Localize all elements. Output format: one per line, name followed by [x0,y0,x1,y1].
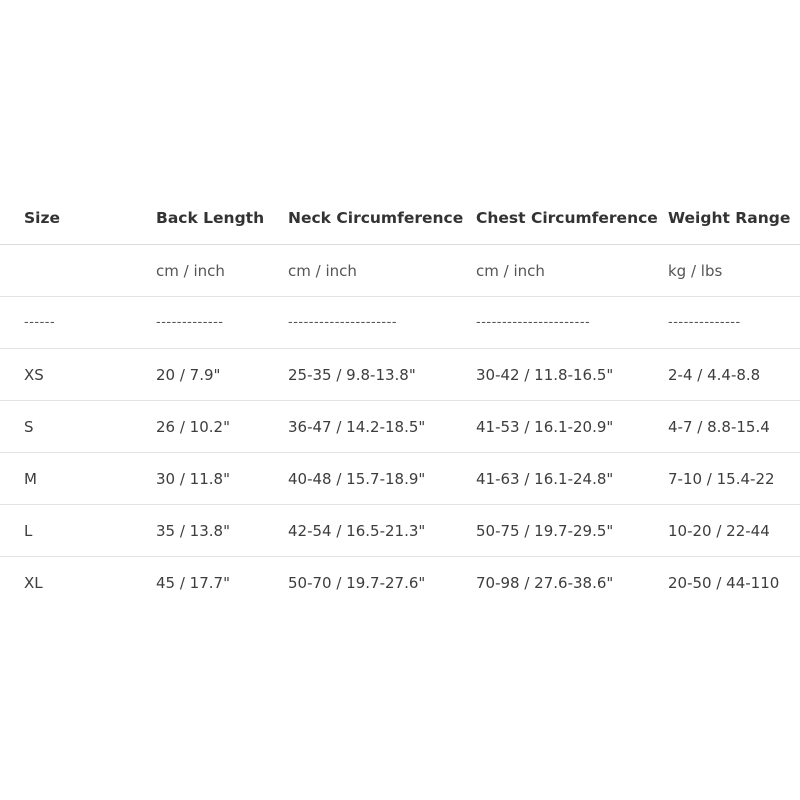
separator-weight-range: -------------- [668,315,741,330]
cell-size: M [24,469,37,488]
cell-chest-circumference: 70-98 / 27.6-38.6" [476,573,614,592]
cell-back-length: 45 / 17.7" [156,573,230,592]
cell-weight-range: 20-50 / 44-110 [668,573,780,592]
cell-size: XS [24,365,44,384]
separator-back-length: ------------- [156,315,224,330]
cell-chest-circumference: 30-42 / 11.8-16.5" [476,365,614,384]
units-chest-circumference: cm / inch [476,261,545,280]
cell-neck-circumference: 42-54 / 16.5-21.3" [288,521,426,540]
header-neck-circumference: Neck Circumference [288,209,464,227]
cell-neck-circumference: 50-70 / 19.7-27.6" [288,573,426,592]
cell-neck-circumference: 40-48 / 15.7-18.9" [288,469,426,488]
separator-chest-circumference: ---------------------- [476,315,591,330]
separator-row [0,297,800,349]
table-header-row [0,192,800,245]
cell-weight-range: 10-20 / 22-44 [668,521,770,540]
units-row [0,245,800,297]
table-row [0,505,800,557]
cell-neck-circumference: 36-47 / 14.2-18.5" [288,417,426,436]
cell-back-length: 20 / 7.9" [156,365,221,384]
table-row [0,557,800,608]
size-chart-table [0,192,800,608]
cell-size: XL [24,573,43,592]
cell-back-length: 26 / 10.2" [156,417,230,436]
table-row [0,349,800,401]
header-back-length: Back Length [156,209,265,227]
table-row [0,401,800,453]
cell-chest-circumference: 50-75 / 19.7-29.5" [476,521,614,540]
cell-neck-circumference: 25-35 / 9.8-13.8" [288,365,416,384]
cell-back-length: 35 / 13.8" [156,521,230,540]
header-weight-range: Weight Range [668,209,791,227]
units-weight-range: kg / lbs [668,261,723,280]
cell-weight-range: 2-4 / 4.4-8.8 [668,365,761,384]
units-neck-circumference: cm / inch [288,261,357,280]
separator-size: ------ [24,315,56,330]
cell-back-length: 30 / 11.8" [156,469,230,488]
table-row [0,453,800,505]
cell-weight-range: 4-7 / 8.8-15.4 [668,417,770,436]
cell-weight-range: 7-10 / 15.4-22 [668,469,775,488]
cell-chest-circumference: 41-63 / 16.1-24.8" [476,469,614,488]
header-size: Size [24,209,61,227]
separator-neck-circumference: --------------------- [288,315,398,330]
header-chest-circumference: Chest Circumference [476,209,658,227]
cell-size: S [24,417,34,436]
cell-size: L [24,521,33,540]
cell-chest-circumference: 41-53 / 16.1-20.9" [476,417,614,436]
units-back-length: cm / inch [156,261,225,280]
